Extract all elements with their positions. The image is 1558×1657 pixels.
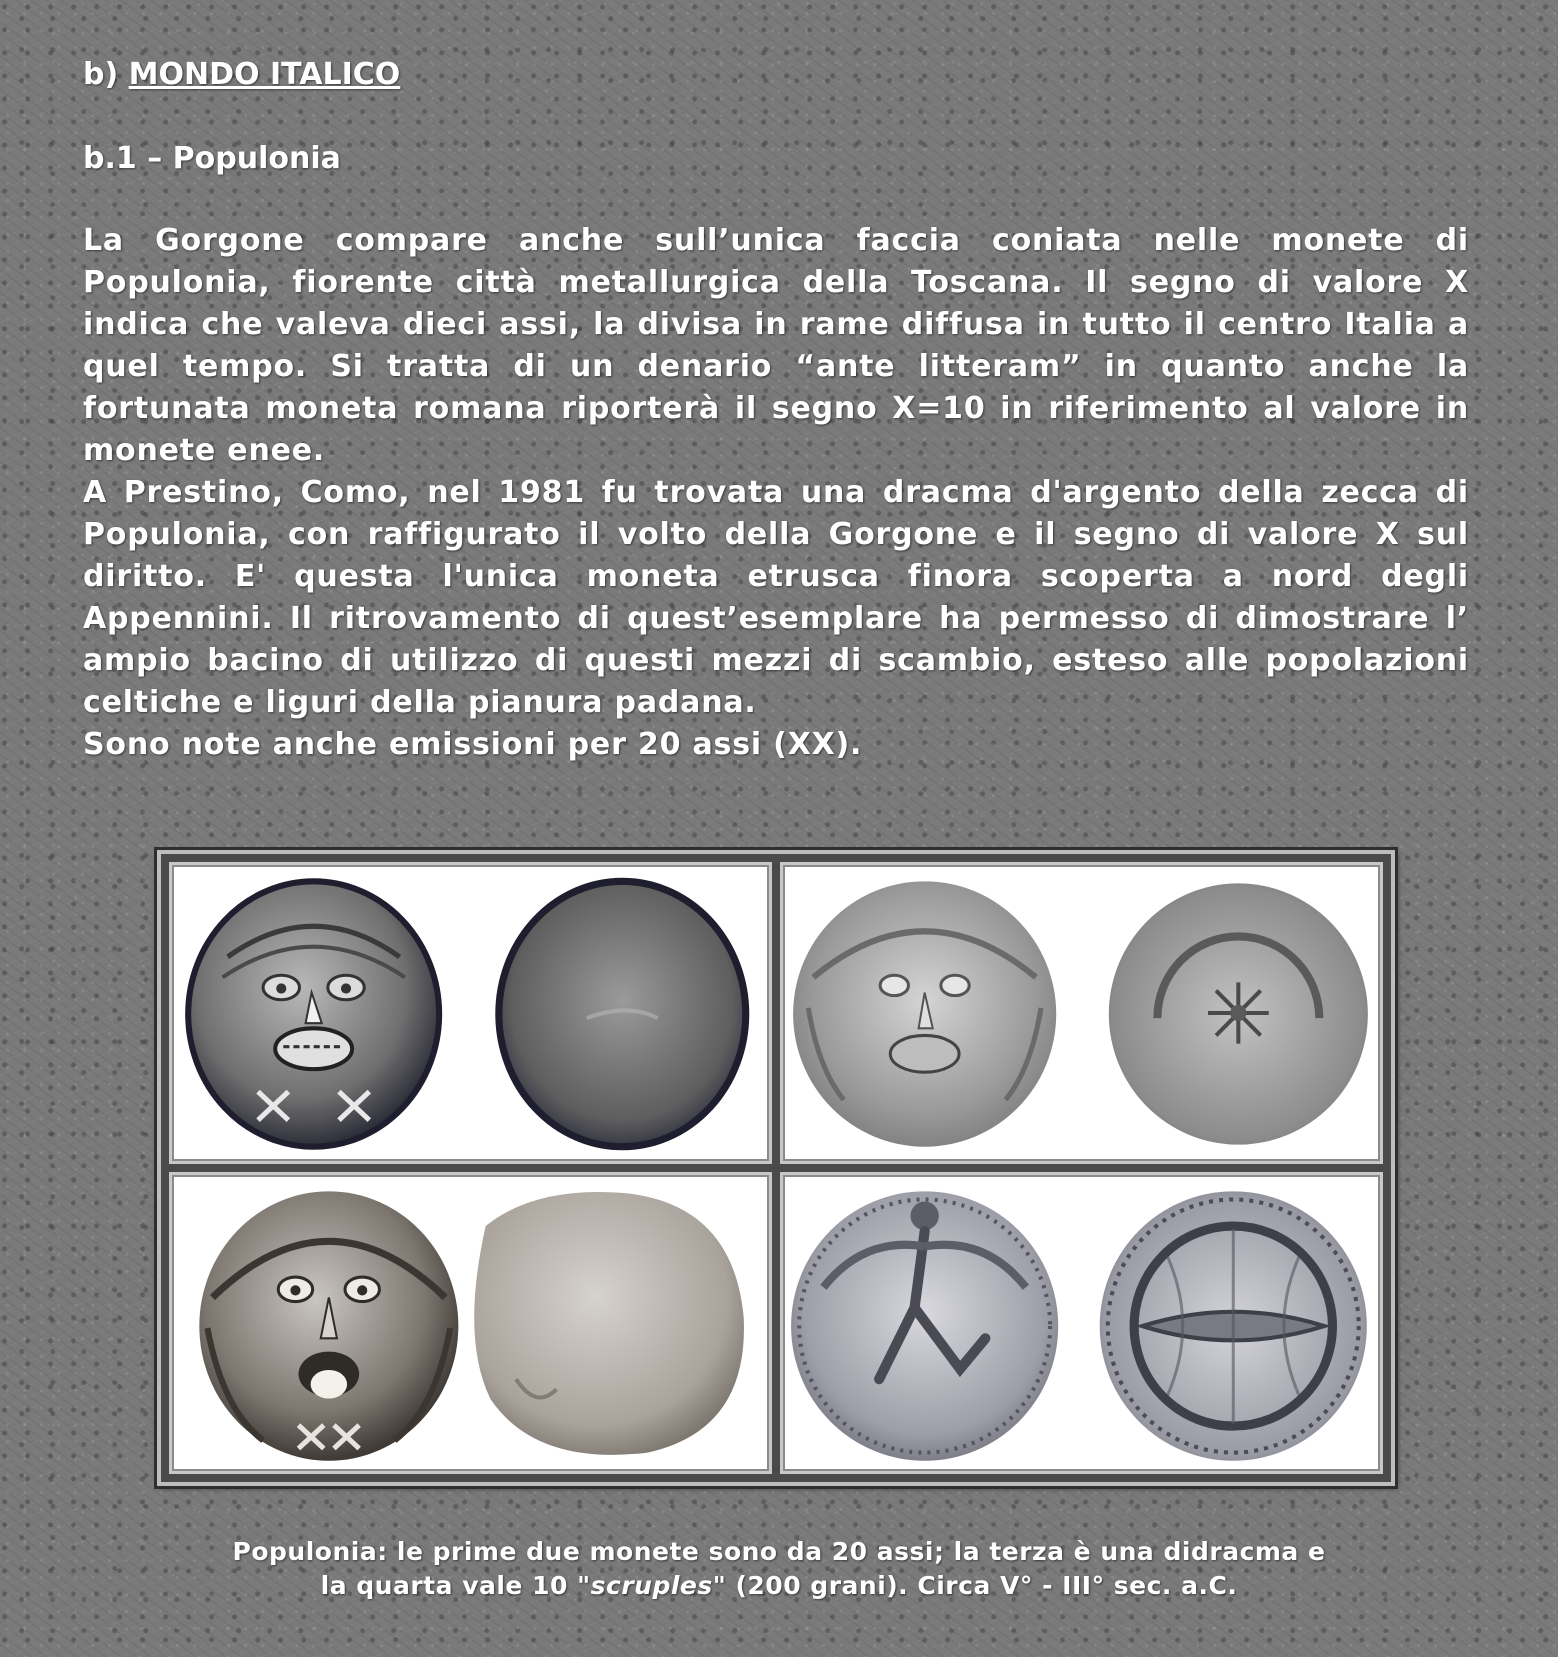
- caption-line-2-end: (200 grani). Circa V° - III° sec. a.C.: [726, 1571, 1238, 1600]
- paragraph-prestino: A Prestino, Como, nel 1981 fu trovata una dracma d'argento della zecca di Populonia, con raffigurato il volto della Gorgone e il segno di valore X sul diritto. E' questa l'unica moneta etrusca finora scoperta a nord degli Appennini. Il ritrovamento di quest’esemplare ha permesso di dimostrare l’ ampio bacino di utilizzo di questi mezzi di scambio, esteso alle popolazioni celtiche e liguri della pianura padana.: [83, 475, 1469, 720]
- page-content: [83, 52, 1469, 766]
- coin-image-1: [172, 865, 769, 1161]
- caption-line-1: Populonia: le prime due monete sono da 20 assi; la terza è una didracma e: [232, 1537, 1326, 1566]
- coin-panel-1: [169, 862, 772, 1164]
- coin-image-frame: [157, 850, 1395, 1486]
- coin-panel-4: [780, 1172, 1383, 1474]
- coin-panel-3: [169, 1172, 772, 1474]
- section-label: b): [83, 57, 119, 92]
- figure-caption: [0, 1535, 1558, 1603]
- caption-italic-term: "scruples": [577, 1571, 727, 1600]
- subsection-heading: b.1 – Populonia: [83, 141, 341, 176]
- body-text: [83, 220, 1469, 766]
- coin-image-3: [172, 1175, 769, 1471]
- coin-panel-2: [780, 862, 1383, 1164]
- paragraph-gorgone: La Gorgone compare anche sull’unica faccia coniata nelle monete di Populonia, fiorente città metallurgica della Toscana. Il segno di valore X indica che valeva dieci assi, la divisa in rame diffusa in tutto il centro Italia a quel tempo. Si tratta di un denario “ante litteram” in quanto anche la fortunata moneta romana riporterà il segno X=10 in riferimento al valore in monete enee.: [83, 223, 1469, 468]
- coin-image-4: [783, 1175, 1380, 1471]
- section-title: MONDO ITALICO: [128, 57, 401, 92]
- caption-line-2-start: la quarta vale 10: [320, 1571, 578, 1600]
- paragraph-emissions: Sono note anche emissioni per 20 assi (XX).: [83, 727, 863, 762]
- coin-image-2: [783, 865, 1380, 1161]
- section-heading: [83, 52, 1469, 98]
- caption-line-2: [0, 1569, 1558, 1603]
